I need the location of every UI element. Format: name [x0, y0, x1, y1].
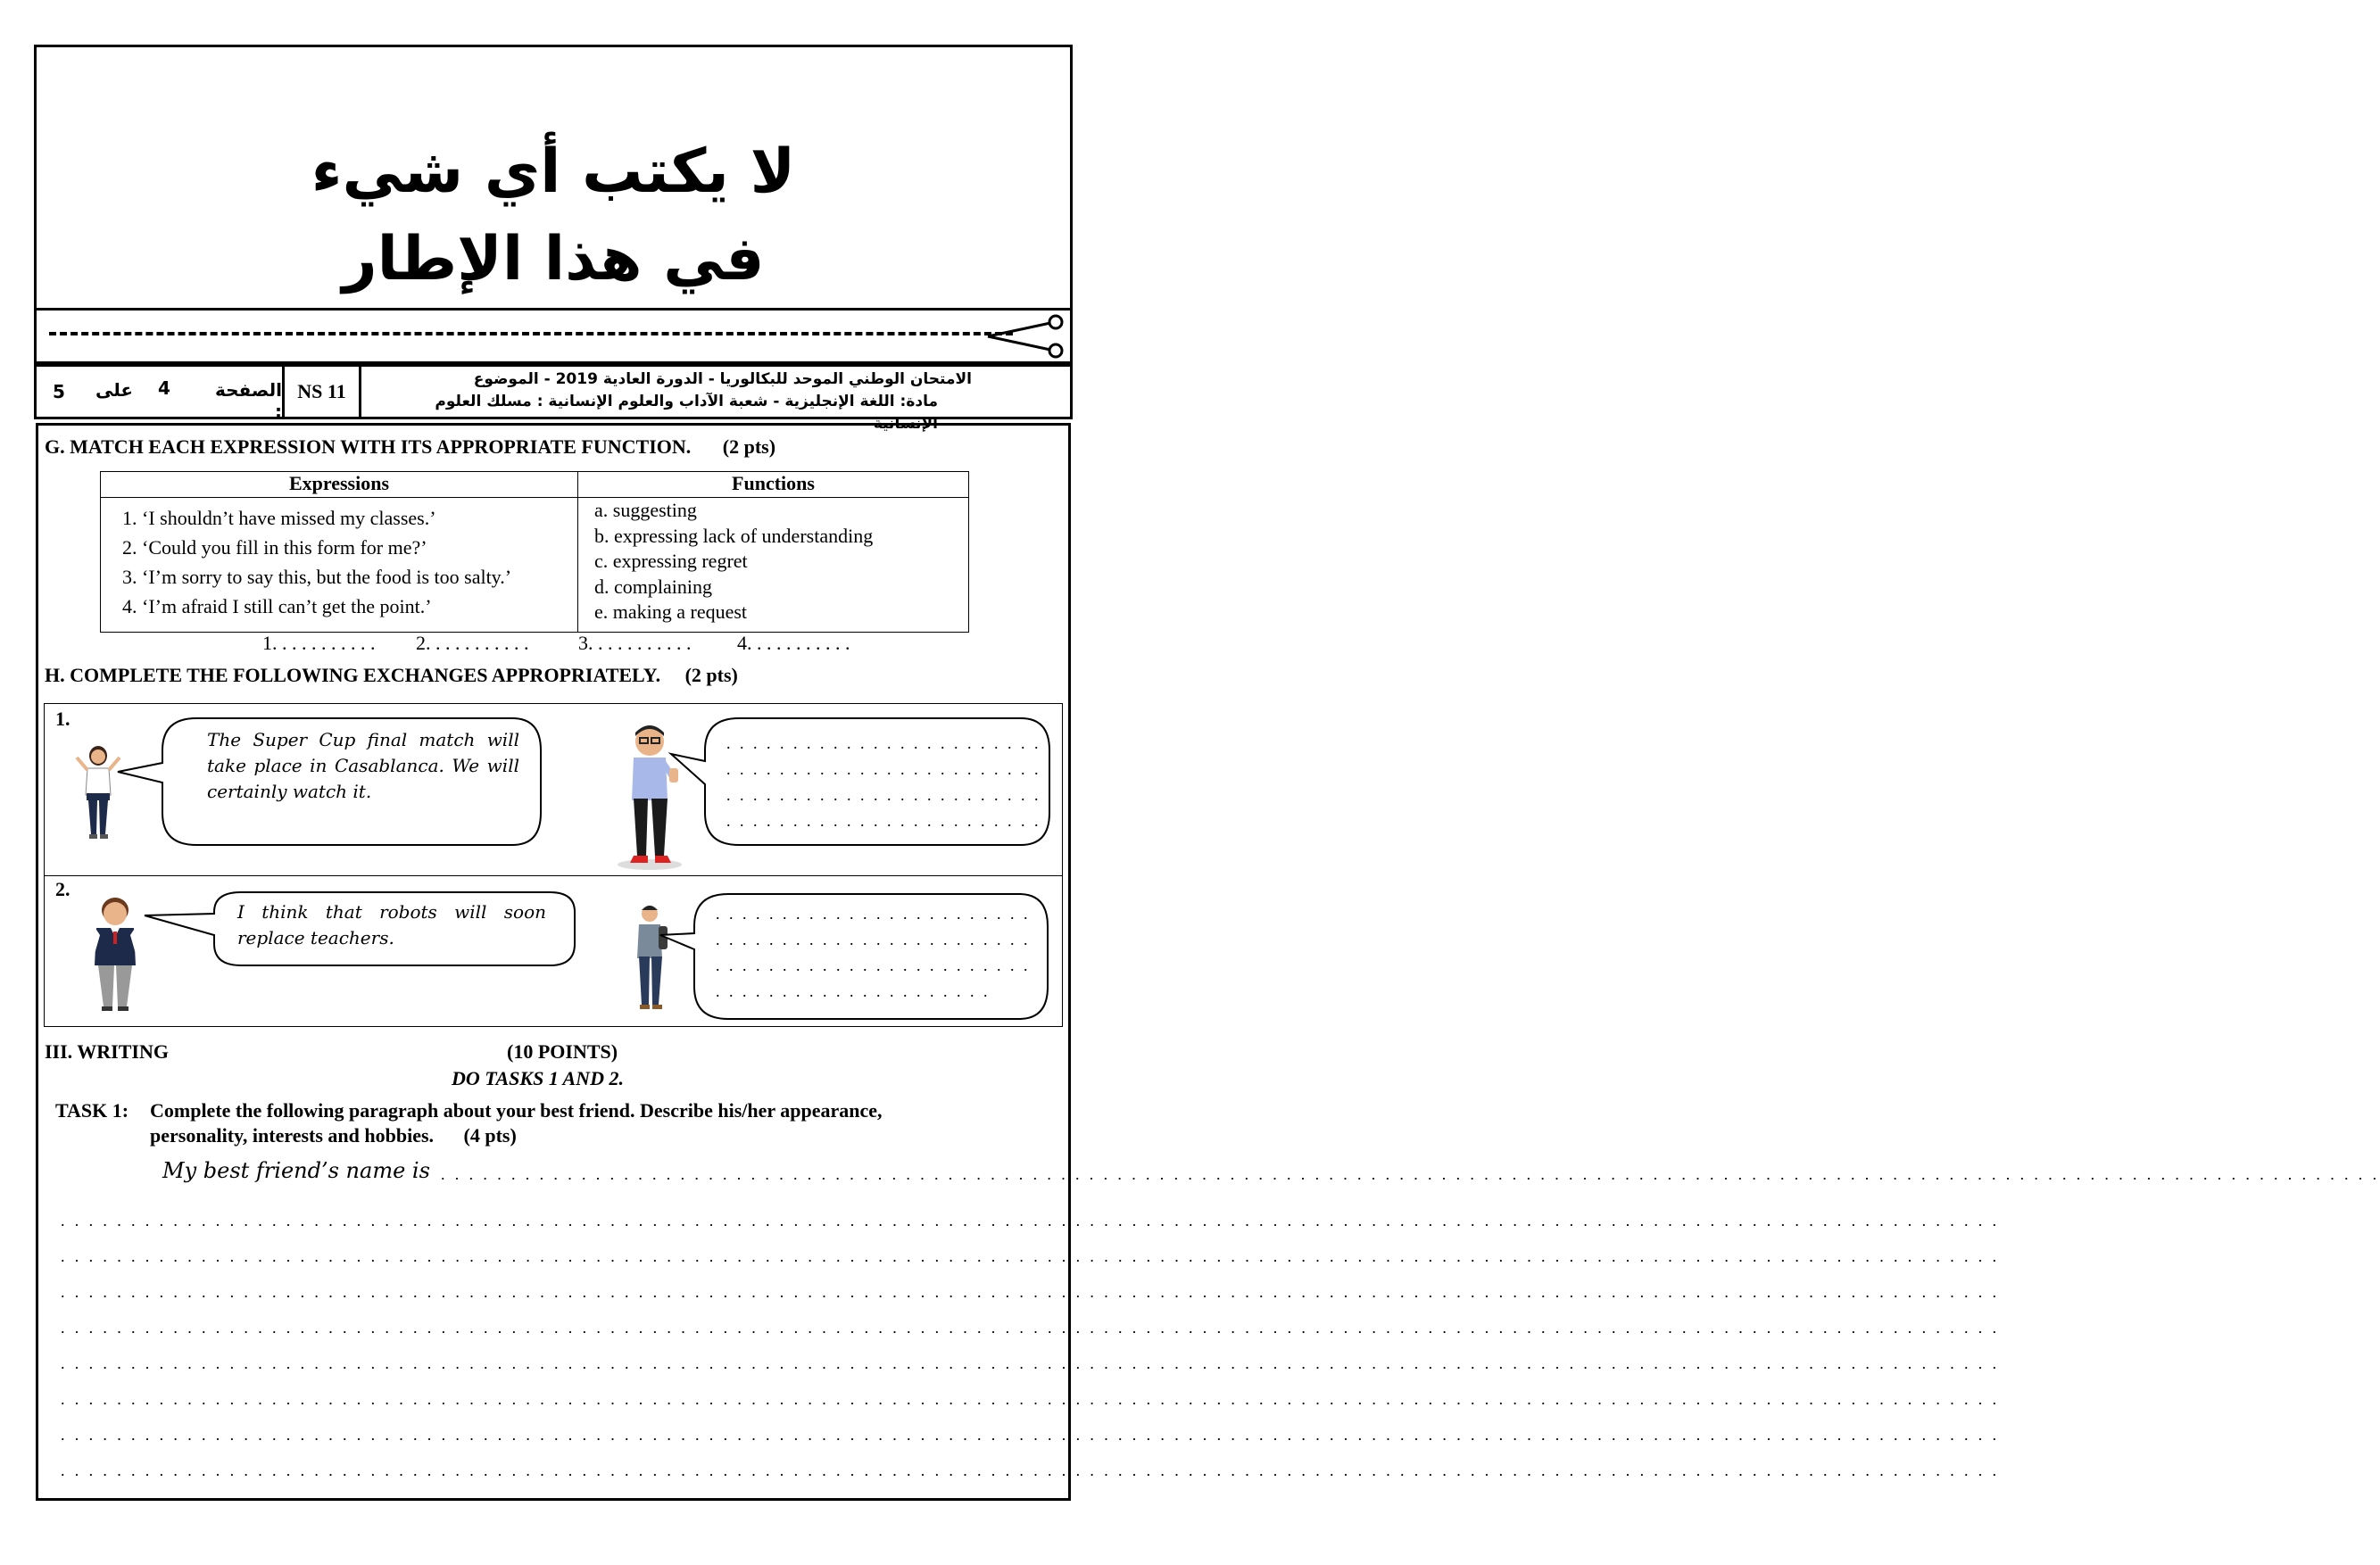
expression-item: 3. ‘I’m sorry to say this, but the food is too salty.’	[122, 566, 512, 588]
response-dots-line[interactable]: . . . . . . . . . . . . . . . . . . . . . . . .	[726, 734, 1041, 752]
section-h-heading: H. COMPLETE THE FOLLOWING EXCHANGES APPROPRIATELY.	[45, 664, 661, 686]
writing-line[interactable]: . . . . . . . . . . . . . . . . . . . . . . . . . . . . . . . . . . . . . . . . . . . . . . . . . . . . . . . . . . . . . . . . . . . . . . . . . . . . . . . . . . . . . . . . . . . . . . . . . . . . . . . . . . . . . . . . . . . . . . . . . . . . . . . . . . . . . . . . . .	[61, 1390, 2000, 1408]
section-h-title	[45, 664, 738, 687]
cut-line-strip	[34, 311, 1073, 364]
boy-uniform-figure	[84, 896, 146, 1014]
function-item: a. suggesting	[594, 499, 697, 521]
response-dots-line[interactable]: . . . . . . . . . . . . . . . . . . . . . . . .	[726, 760, 1041, 778]
total-pages: 5	[53, 381, 65, 402]
matching-table	[100, 471, 969, 633]
section-g-title	[45, 435, 775, 459]
bubble-3-text: I think that robots will soon replace teachers.	[237, 901, 546, 948]
exchange-1-box	[44, 703, 1063, 876]
task1-points: (4 pts)	[463, 1124, 517, 1147]
writing-line[interactable]: . . . . . . . . . . . . . . . . . . . . . . . . . . . . . . . . . . . . . . . . . . . . . . . . . . . . . . . . . . . . . . . . . . . . . . . . . . . . . . . . . . . . . . . . . . . . . . . . . . . . . . . . . . . . . . . . . . . . . . . . . . . . . . . . . . . . . . . . . .	[441, 1165, 2380, 1183]
functions-header: Functions	[578, 472, 969, 498]
bubble-1-text: The Super Cup final match will take place in Casablanca. We will certainly watch it.	[207, 729, 519, 802]
exchange-2-number: 2.	[55, 878, 70, 900]
do-not-write-line-1: لا يكتب أي شيء	[311, 137, 796, 207]
task1-label: TASK 1:	[55, 1099, 129, 1122]
of-word: على	[95, 379, 134, 401]
writing-line[interactable]: . . . . . . . . . . . . . . . . . . . . . . . . . . . . . . . . . . . . . . . . . . . . . . . . . . . . . . . . . . . . . . . . . . . . . . . . . . . . . . . . . . . . . . . . . . . . . . . . . . . . . . . . . . . . . . . . . . . . . . . . . . . . . . . . . . . . . . . . . .	[61, 1212, 2000, 1230]
do-not-write-line-2: في هذا الإطار	[342, 224, 765, 294]
writing-line[interactable]: . . . . . . . . . . . . . . . . . . . . . . . . . . . . . . . . . . . . . . . . . . . . . . . . . . . . . . . . . . . . . . . . . . . . . . . . . . . . . . . . . . . . . . . . . . . . . . . . . . . . . . . . . . . . . . . . . . . . . . . . . . . . . . . . . . . . . . . . . .	[61, 1283, 2000, 1301]
exam-title-line-2: مادة: اللغة الإنجليزية - شعبة الآداب والعلوم الإنسانية : مسلك العلوم الإنسانية	[435, 393, 938, 433]
writing-points: (10 POINTS)	[507, 1040, 618, 1063]
exam-title-line-1: الامتحان الوطني الموحد للبكالوريا - الدورة العادية 2019 - الموضوع	[473, 370, 972, 388]
expression-item: 1. ‘I shouldn’t have missed my classes.’	[122, 507, 436, 529]
answer-blank-3[interactable]: 3. . . . . . . . . . .	[578, 632, 692, 654]
response-dots-line[interactable]: . . . . . . . . . . . . . . . . . . . . . . . .	[716, 956, 1031, 974]
task1-instruction-line-1: Complete the following paragraph about your best friend. Describe his/her appearance,	[150, 1099, 883, 1122]
expressions-list	[122, 503, 577, 621]
scissors-icon	[984, 314, 1066, 359]
page-number: 4	[158, 377, 170, 399]
writing-line[interactable]: . . . . . . . . . . . . . . . . . . . . . . . . . . . . . . . . . . . . . . . . . . . . . . . . . . . . . . . . . . . . . . . . . . . . . . . . . . . . . . . . . . . . . . . . . . . . . . . . . . . . . . . . . . . . . . . . . . . . . . . . . . . . . . . . . . . . . . . . . .	[61, 1319, 2000, 1337]
expression-item: 4. ‘I’m afraid I still can’t get the point.’	[122, 595, 432, 617]
page-word: الصفحة :	[214, 379, 282, 422]
task1-instruction-text: personality, interests and hobbies.	[150, 1124, 435, 1147]
response-dots-line[interactable]: . . . . . . . . . . . . . . . . . . . . .	[716, 982, 991, 1000]
task1-instruction-line-2	[150, 1124, 517, 1147]
exam-header	[34, 364, 1073, 433]
response-dots-line[interactable]: . . . . . . . . . . . . . . . . . . . . . . . .	[716, 931, 1031, 948]
exam-code: NS 11	[285, 367, 361, 417]
writing-line[interactable]: . . . . . . . . . . . . . . . . . . . . . . . . . . . . . . . . . . . . . . . . . . . . . . . . . . . . . . . . . . . . . . . . . . . . . . . . . . . . . . . . . . . . . . . . . . . . . . . . . . . . . . . . . . . . . . . . . . . . . . . . . . . . . . . . . . . . . . . . . .	[61, 1461, 2000, 1479]
exchange-2-box	[44, 875, 1063, 1027]
answer-blank-1[interactable]: 1. . . . . . . . . . .	[262, 632, 376, 654]
expression-item: 2. ‘Could you fill in this form for me?’	[122, 536, 427, 559]
paragraph-starter: My best friend’s name is	[162, 1158, 430, 1183]
do-not-write-frame	[34, 45, 1073, 311]
response-dots-line[interactable]: . . . . . . . . . . . . . . . . . . . . . . . .	[726, 812, 1041, 830]
section-h-points: (2 pts)	[684, 664, 738, 686]
expressions-cell	[101, 498, 578, 633]
writing-title: III. WRITING	[45, 1040, 169, 1063]
section-g-points: (2 pts)	[722, 435, 776, 458]
writing-instruction: DO TASKS 1 AND 2.	[452, 1067, 624, 1089]
function-item: c. expressing regret	[594, 550, 748, 572]
expressions-header: Expressions	[101, 472, 578, 498]
section-g-heading: G. MATCH EACH EXPRESSION WITH ITS APPROPRIATE FUNCTION.	[45, 435, 692, 458]
function-item: d. complaining	[594, 575, 712, 598]
page-indicator	[37, 367, 285, 422]
response-dots-line[interactable]: . . . . . . . . . . . . . . . . . . . . . . . .	[726, 786, 1041, 804]
dashed-cut-line	[49, 332, 1013, 335]
writing-line[interactable]: . . . . . . . . . . . . . . . . . . . . . . . . . . . . . . . . . . . . . . . . . . . . . . . . . . . . . . . . . . . . . . . . . . . . . . . . . . . . . . . . . . . . . . . . . . . . . . . . . . . . . . . . . . . . . . . . . . . . . . . . . . . . . . . . . . . . . . . . . .	[61, 1426, 2000, 1444]
functions-list	[594, 498, 968, 625]
function-item: b. expressing lack of understanding	[594, 524, 874, 547]
writing-line[interactable]: . . . . . . . . . . . . . . . . . . . . . . . . . . . . . . . . . . . . . . . . . . . . . . . . . . . . . . . . . . . . . . . . . . . . . . . . . . . . . . . . . . . . . . . . . . . . . . . . . . . . . . . . . . . . . . . . . . . . . . . . . . . . . . . . . . . . . . . . . .	[61, 1354, 2000, 1372]
exchange-1-number: 1.	[55, 708, 70, 730]
response-dots-line[interactable]: . . . . . . . . . . . . . . . . . . . . . . . .	[716, 905, 1031, 923]
functions-cell	[578, 498, 969, 633]
function-item: e. making a request	[594, 600, 748, 623]
writing-line[interactable]: . . . . . . . . . . . . . . . . . . . . . . . . . . . . . . . . . . . . . . . . . . . . . . . . . . . . . . . . . . . . . . . . . . . . . . . . . . . . . . . . . . . . . . . . . . . . . . . . . . . . . . . . . . . . . . . . . . . . . . . . . . . . . . . . . . . . . . . . . .	[61, 1247, 2000, 1265]
answer-blank-2[interactable]: 2. . . . . . . . . . .	[416, 632, 529, 654]
answer-blank-4[interactable]: 4. . . . . . . . . . .	[737, 632, 850, 654]
